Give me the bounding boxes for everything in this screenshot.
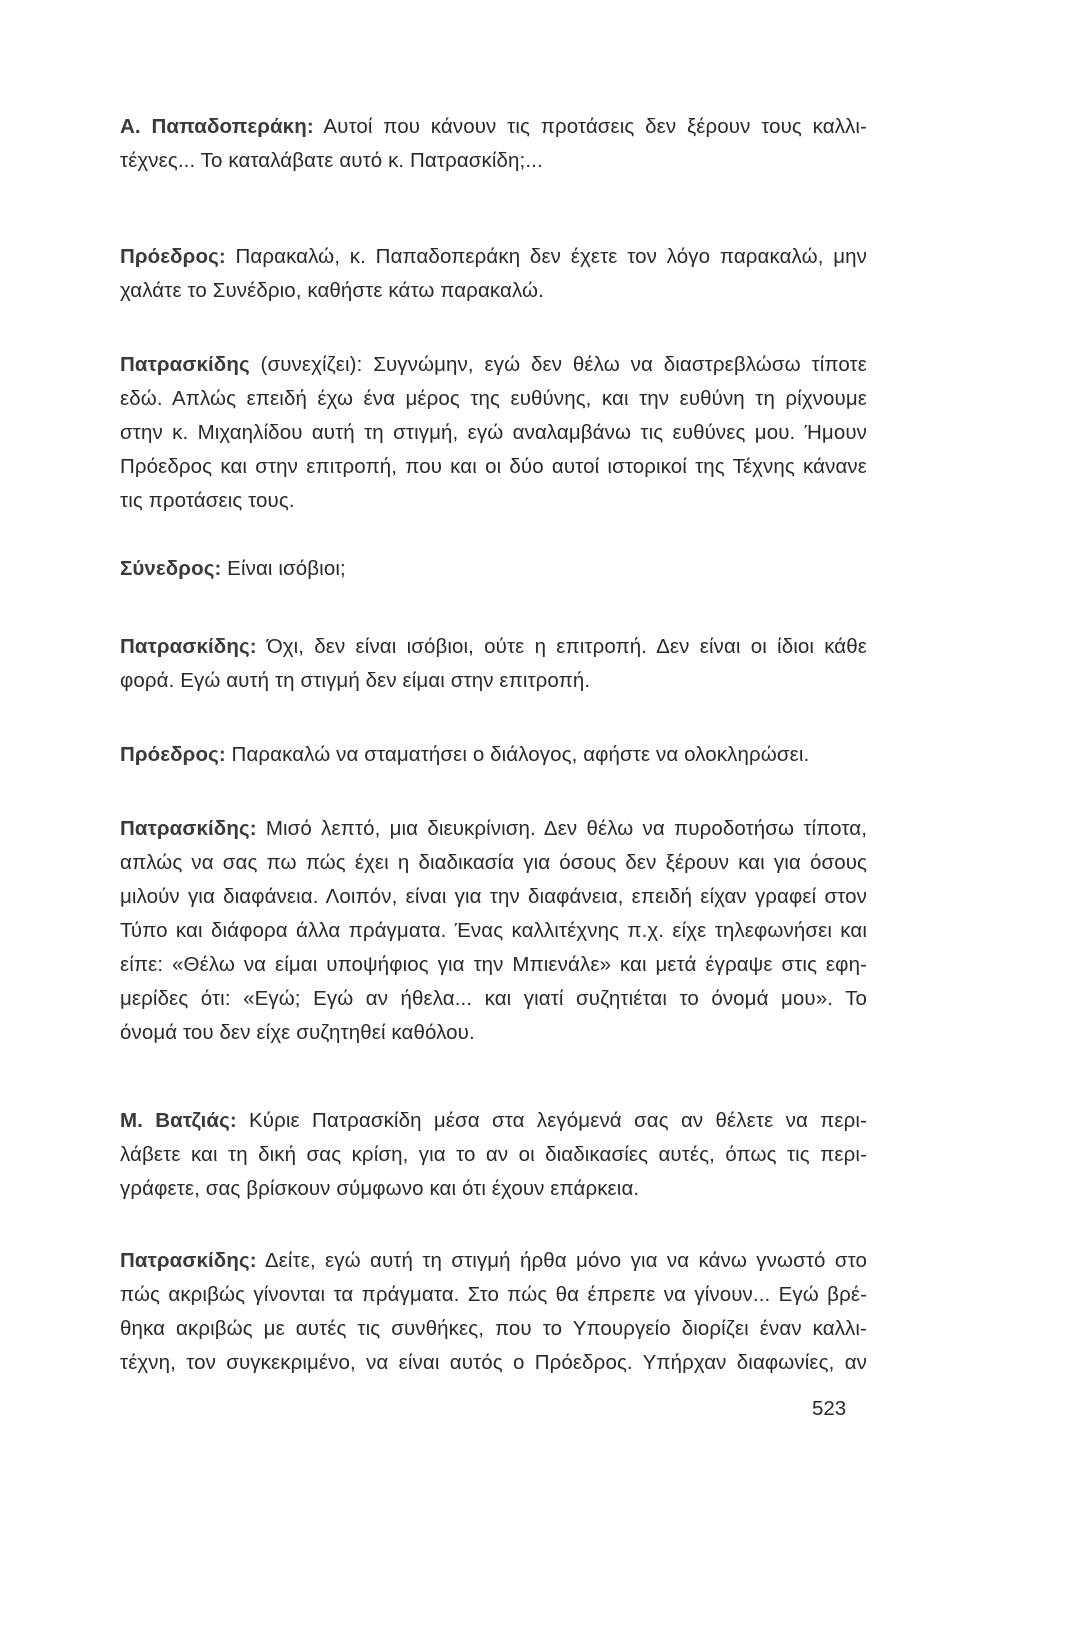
text-line: απλώς να σας πω πώς έχει η διαδικασία για όσους δεν ξέρουν και για όσους: [120, 851, 867, 874]
speaker-name: Πρόεδρος:: [120, 245, 226, 268]
line-text: (συνεχίζει): Συγνώμην, εγώ δεν θέλω να διαστρεβλώσω τίποτε: [249, 353, 867, 376]
text-line: είπε: «Θέλω να είμαι υποψήφιος για την Μπιενάλε» και μετά έγραψε στις εφη-: [120, 953, 867, 976]
line-text: Όχι, δεν είναι ισόβιοι, ούτε η επιτροπή. Δεν είναι οι ίδιοι κάθε: [256, 635, 867, 658]
page-number: 523: [812, 1397, 847, 1420]
speaker-name: Πατρασκίδης:: [120, 817, 257, 840]
text-line: Πρόεδρος και στην επιτροπή, που και οι δύο αυτοί ιστορικοί της Τέχνης κάνανε: [120, 455, 867, 478]
speaker-name: Μ. Βατζιάς:: [120, 1109, 237, 1132]
line-text: Αυτοί που κάνουν τις προτάσεις δεν ξέρουν τους καλλι-: [313, 115, 867, 138]
text-line: μερίδες ότι: «Εγώ; Εγώ αν ήθελα... και γιατί συζητιέται το όνομά μου». Το: [120, 987, 867, 1010]
text-line: φορά. Εγώ αυτή τη στιγμή δεν είμαι στην επιτροπή.: [120, 669, 591, 692]
paragraph-vatzias: [120, 1104, 867, 1206]
text-line: λάβετε και τη δική σας κρίση, για το αν οι διαδικασίες αυτές, όπως τις περι-: [120, 1143, 867, 1166]
speaker-name: Σύνεδρος:: [120, 557, 222, 580]
line-text: Είναι ισόβιοι;: [221, 557, 346, 580]
text-line: [120, 812, 867, 846]
text-line: θηκα ακριβώς με αυτές τις συνθήκες, που το Υπουργείο διορίζει έναν καλλι-: [120, 1317, 867, 1340]
speaker-name: Α. Παπαδοπεράκη:: [120, 115, 314, 138]
text-line: τέχνη, τον συγκεκριμένο, να είναι αυτός ο Πρόεδρος. Υπήρχαν διαφωνίες, αν: [120, 1351, 867, 1374]
line-text: Δείτε, εγώ αυτή τη στιγμή ήρθα μόνο για να κάνω γνωστό στο: [256, 1249, 867, 1272]
text-line: [120, 1244, 867, 1278]
paragraph-patraskidis-3: [120, 812, 867, 1050]
text-line: γράφετε, σας βρίσκουν σύμφωνο και ότι έχουν επάρκεια.: [120, 1177, 640, 1200]
text-line: όνομά του δεν είχε συζητηθεί καθόλου.: [120, 1021, 475, 1044]
line-text: Μισό λεπτό, μια διευκρίνιση. Δεν θέλω να πυροδοτήσω τίποτα,: [256, 817, 867, 840]
paragraph-papadoperaki-1: [120, 110, 867, 178]
paragraph-proedros-2: [120, 738, 867, 772]
speaker-name: Πατρασκίδης:: [120, 635, 257, 658]
text-line: [120, 240, 867, 274]
line-text: Κύριε Πατρασκίδη μέσα στα λεγόμενά σας αν θέλετε να περι-: [236, 1109, 867, 1132]
paragraph-proedros-1: [120, 240, 867, 308]
text-line: [120, 552, 867, 586]
text-line: μιλούν για διαφάνεια. Λοιπόν, είναι για την διαφάνεια, επειδή είχαν γραφεί στον: [120, 885, 867, 908]
text-line: [120, 1104, 867, 1138]
text-line: [120, 110, 867, 144]
text-line: εδώ. Απλώς επειδή έχω ένα μέρος της ευθύνης, και την ευθύνη τη ρίχνουμε: [120, 387, 867, 410]
text-line: [120, 348, 867, 382]
text-line: τέχνες... Το καταλάβατε αυτό κ. Πατρασκίδη;...: [120, 149, 543, 172]
speaker-name: Πατρασκίδης: [120, 353, 250, 376]
text-line: τις προτάσεις τους.: [120, 489, 295, 512]
text-line: [120, 630, 867, 664]
paragraph-synedros: [120, 552, 867, 586]
paragraph-patraskidis-2: [120, 630, 867, 698]
text-line: [120, 738, 867, 772]
speaker-name: Πρόεδρος:: [120, 743, 226, 766]
text-line: πώς ακριβώς γίνονται τα πράγματα. Στο πώς θα έπρεπε να γίνουν... Εγώ βρέ-: [120, 1283, 867, 1306]
line-text: Παρακαλώ να σταματήσει ο διάλογος, αφήστε να ολοκληρώσει.: [225, 743, 810, 766]
text-line: στην κ. Μιχαηλίδου αυτή τη στιγμή, εγώ αναλαμβάνω τις ευθύνες μου. Ήμουν: [120, 421, 867, 444]
text-line: χαλάτε το Συνέδριο, καθήστε κάτω παρακαλώ.: [120, 279, 544, 302]
paragraph-patraskidis-1: [120, 348, 867, 518]
text-line: Τύπο και διάφορα άλλα πράγματα. Ένας καλλιτέχνης π.χ. είχε τηλεφωνήσει και: [120, 919, 867, 942]
speaker-name: Πατρασκίδης:: [120, 1249, 257, 1272]
line-text: Παρακαλώ, κ. Παπαδοπεράκη δεν έχετε τον λόγο παρακαλώ, μην: [225, 245, 867, 268]
paragraph-patraskidis-4: [120, 1244, 867, 1380]
